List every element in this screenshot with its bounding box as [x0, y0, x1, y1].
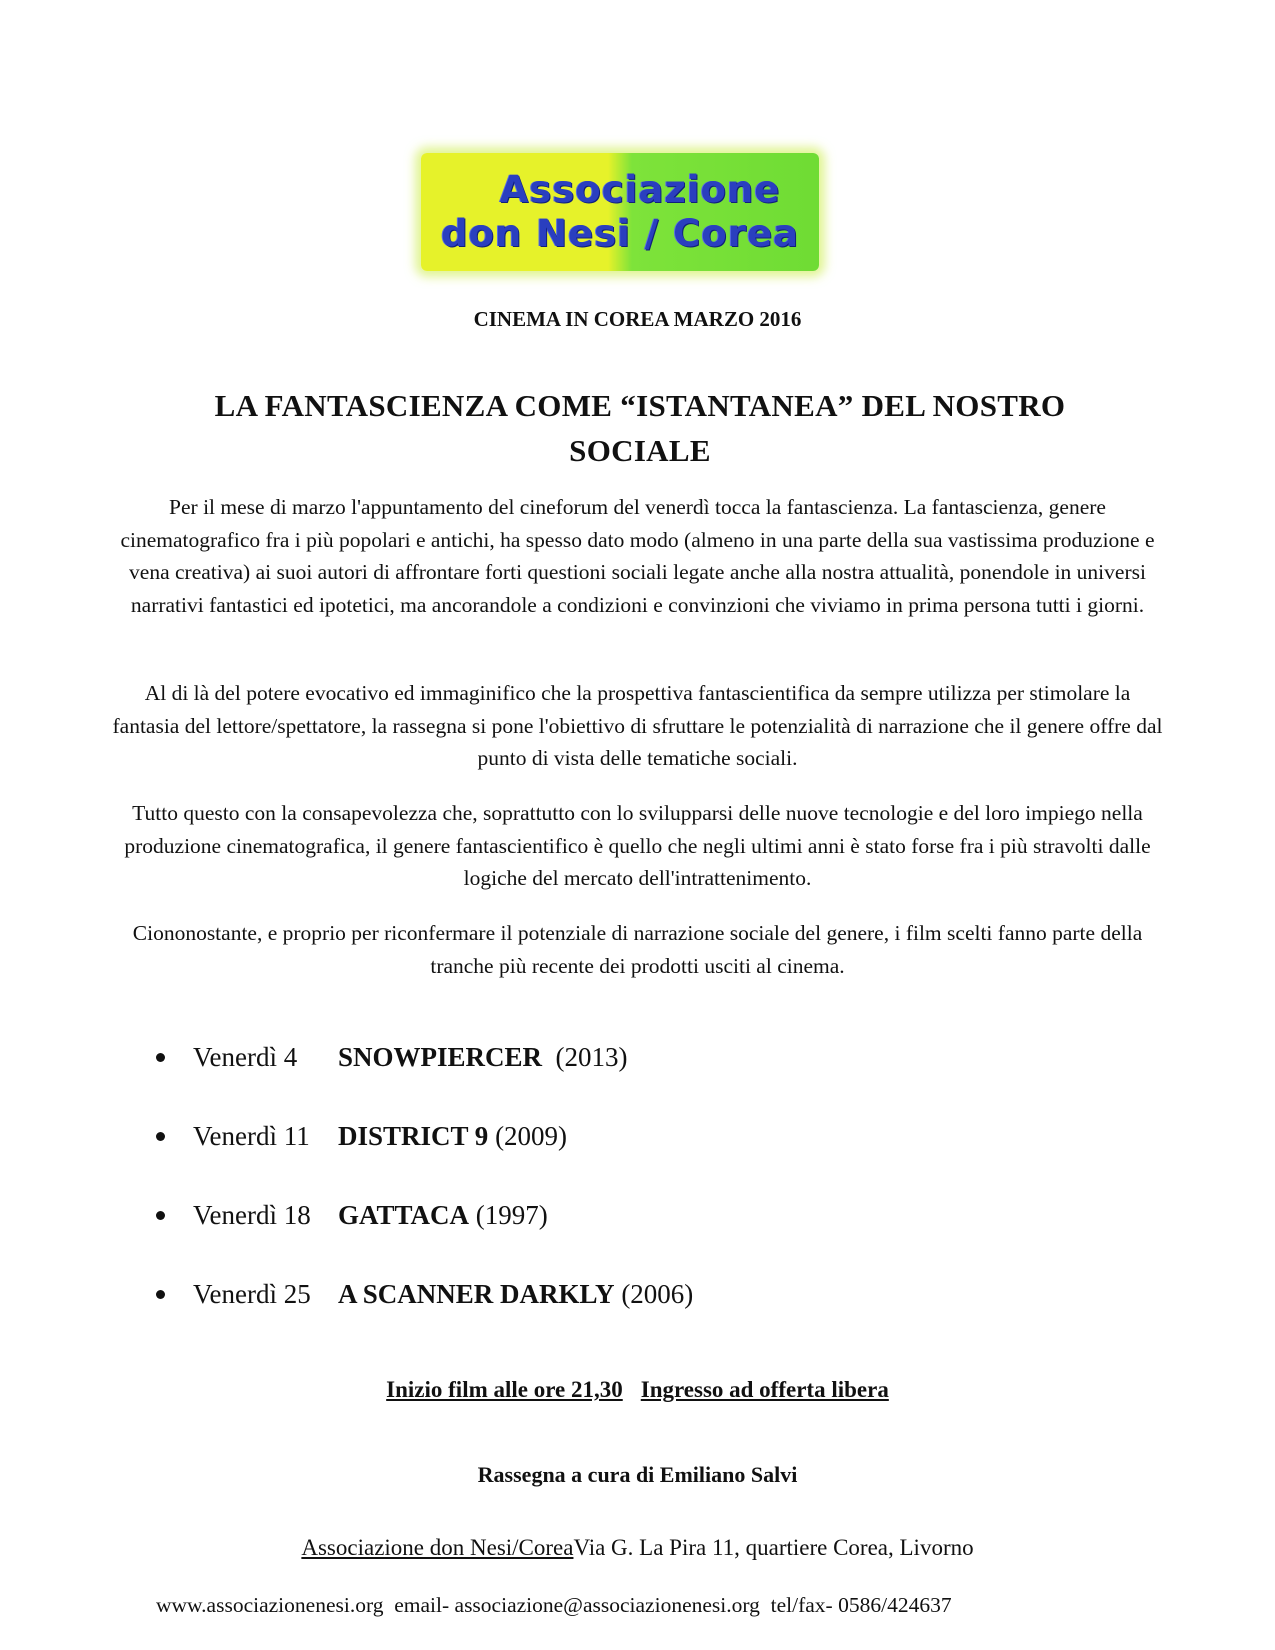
bullet-icon: [156, 1053, 165, 1062]
film-year: (2009): [495, 1121, 568, 1151]
address-line: [0, 1535, 1275, 1561]
page-title: LA FANTASCIENZA COME “ISTANTANEA” DEL NOSTRO SOCIALE: [214, 388, 1066, 468]
film-year: (1997): [475, 1200, 548, 1230]
bullet-icon: [156, 1211, 165, 1220]
film-year: (2013): [555, 1042, 628, 1072]
film-list-item: [0, 1037, 1275, 1077]
curator-credit: Rassegna a cura di Emiliano Salvi: [477, 1462, 798, 1487]
logo-line-1: Associazione: [499, 168, 781, 211]
entry-notice: Ingresso ad offerta libera: [640, 1377, 889, 1402]
film-title: DISTRICT 9: [338, 1121, 489, 1151]
second-paragraph: Al di là del potere evocativo ed immaginifico che la prospettiva fantascientifica da sempre utilizza per stimolare la fantasia del lettore/spettatore, la rassegna si pone l'obiettivo di sfruttare le potenzialità di narrazione che il genere offre dal punto di vista delle tematiche sociali.: [112, 681, 1163, 770]
film-list-item: [0, 1274, 1275, 1314]
logo-line-2: don Nesi / Corea: [440, 212, 800, 255]
contact-line: www.associazionenesi.org email- associazione@associazionenesi.org tel/fax- 0586/424637: [156, 1593, 952, 1617]
association-logo: [421, 153, 819, 271]
street-address: Via G. La Pira 11, quartiere Corea, Livorno: [573, 1535, 974, 1560]
intro-paragraph: Per il mese di marzo l'appuntamento del cineforum del venerdì tocca la fantascienza. La fantascienza, genere cinematografico fra i più popolari e antichi, ha spesso dato modo (almeno in una parte della sua vastissima produzione e vena creativa) ai suoi autori di affrontare forti questioni sociali legate anche alla nostra attualità, ponendole in universi narrativi fantastici ed ipotetici, ma ancorandole a condizioni e convinzioni che viviamo in prima persona tutti i giorni.: [120, 495, 1155, 617]
film-list-item: [0, 1195, 1275, 1235]
film-date: Venerdì 11: [193, 1121, 310, 1151]
film-list-item: [0, 1116, 1275, 1156]
association-name: Associazione don Nesi/Corea: [301, 1535, 574, 1560]
film-title: A SCANNER DARKLY: [338, 1279, 615, 1309]
film-title: SNOWPIERCER: [338, 1042, 543, 1072]
start-time-notice: Inizio film alle ore 21,30: [386, 1377, 623, 1402]
film-date: Venerdì 25: [193, 1279, 311, 1309]
film-date: Venerdì 18: [193, 1200, 311, 1230]
third-paragraph: Tutto questo con la consapevolezza che, soprattutto con lo svilupparsi delle nuove tecnologie e del loro impiego nella produzione cinematografica, il genere fantascientifico è quello che negli ultimi anni è stato forse fra i più stravolti dalle logiche del mercato dell'intrattenimento.: [124, 801, 1151, 890]
fourth-paragraph: Ciononostante, e proprio per riconfermare il potenziale di narrazione sociale del genere, i film scelti fanno parte della tranche più recente dei prodotti usciti al cinema.: [132, 921, 1143, 978]
film-title: GATTACA: [338, 1200, 470, 1230]
film-date: Venerdì 4: [193, 1042, 298, 1072]
bullet-icon: [156, 1290, 165, 1299]
page-subtitle: CINEMA IN COREA MARZO 2016: [473, 307, 802, 331]
film-year: (2006): [621, 1279, 694, 1309]
bullet-icon: [156, 1132, 165, 1141]
screening-info: [0, 1377, 1275, 1403]
